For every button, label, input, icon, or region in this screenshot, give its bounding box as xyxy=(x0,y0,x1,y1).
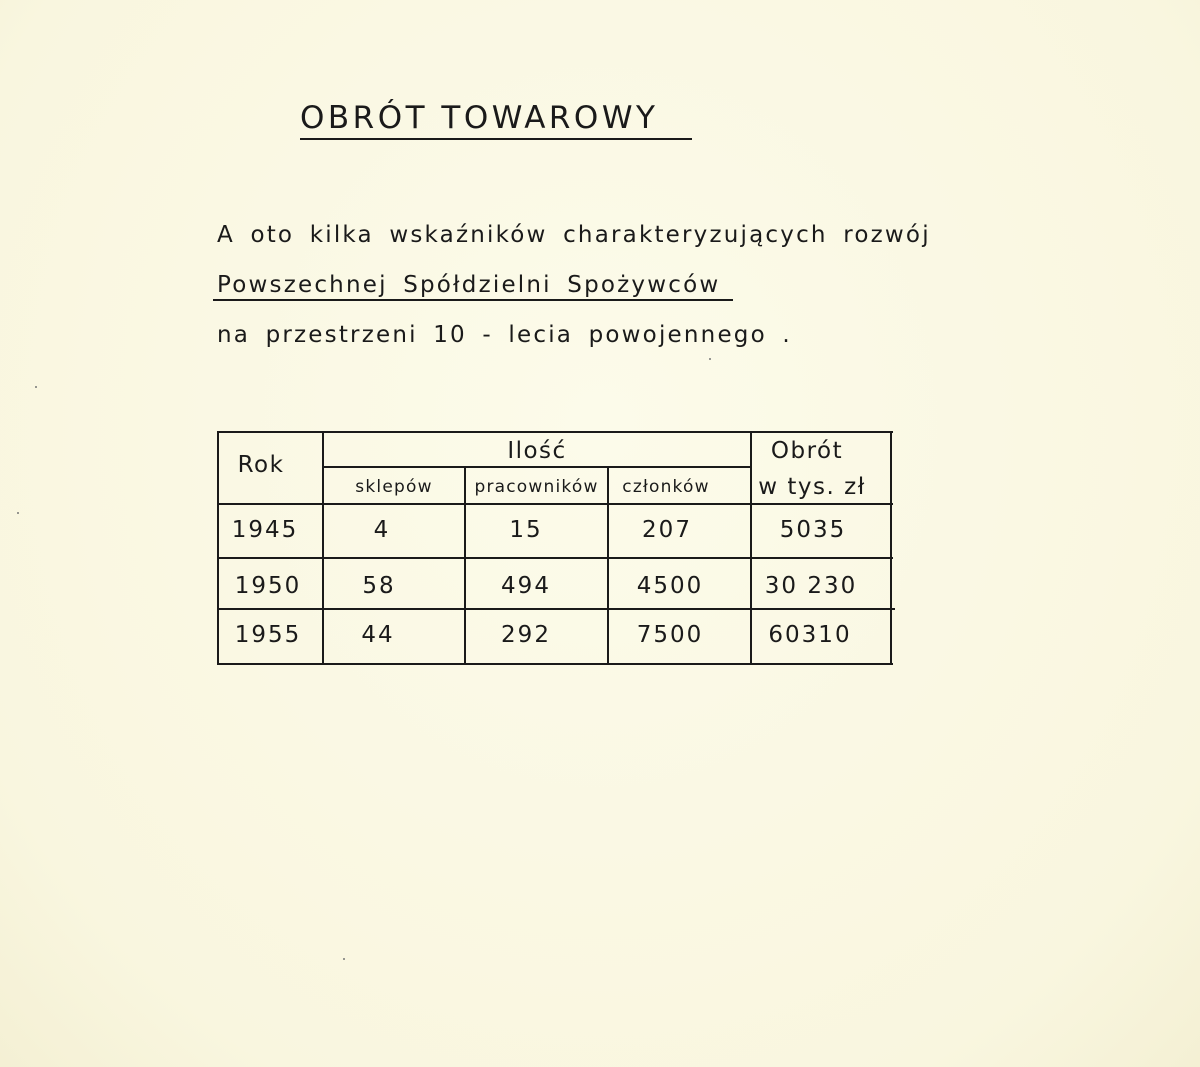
table-cell-shops: 44 xyxy=(361,622,395,648)
paper-speck xyxy=(17,512,19,514)
header-members: członków xyxy=(622,477,710,497)
table-cell-shops: 58 xyxy=(362,573,396,599)
table-subheader-divider xyxy=(323,466,752,468)
table-header-bottom xyxy=(217,503,893,505)
table-border-right xyxy=(890,431,892,665)
table-cell-turnover: 60310 xyxy=(768,622,852,648)
header-turnover-line1: Obrót xyxy=(770,438,844,464)
table-row-divider xyxy=(217,608,895,610)
intro-line-2-cooperative-name: Powszechnej Spółdzielni Spożywców xyxy=(217,272,721,298)
header-turnover-line2: w tys. zł xyxy=(758,474,866,500)
table-border-bottom xyxy=(217,663,893,665)
header-quantity-group: Ilość xyxy=(507,438,567,464)
table-border-top xyxy=(217,431,893,433)
table-row-divider xyxy=(217,557,893,559)
cooperative-name-underline xyxy=(213,299,733,301)
table-cell-workers: 15 xyxy=(509,517,543,543)
table-cell-workers: 494 xyxy=(501,573,551,599)
table-cell-turnover: 5035 xyxy=(779,517,847,543)
header-year: Rok xyxy=(237,452,285,478)
paper-speck xyxy=(343,958,345,960)
intro-line-3: na przestrzeni 10 - lecia powojennego . xyxy=(217,322,792,348)
intro-line-1: A oto kilka wskaźników charakteryzujących rozwój xyxy=(217,222,931,248)
table-cell-members: 4500 xyxy=(636,573,704,599)
table-cell-shops: 4 xyxy=(373,517,391,543)
header-workers: pracowników xyxy=(474,477,599,497)
table-cell-members: 7500 xyxy=(636,622,704,648)
paper-speck xyxy=(35,386,37,388)
header-shops: sklepów xyxy=(355,477,433,497)
title-underline xyxy=(300,138,692,140)
table-cell-year: 1945 xyxy=(231,517,299,543)
table-cell-turnover: 30 230 xyxy=(764,573,858,599)
table-cell-year: 1950 xyxy=(234,573,302,599)
table-cell-workers: 292 xyxy=(501,622,551,648)
table-cell-year: 1955 xyxy=(234,622,302,648)
table-cell-members: 207 xyxy=(642,517,692,543)
document-title: OBRÓT TOWAROWY xyxy=(300,100,659,136)
paper-speck xyxy=(709,358,711,360)
